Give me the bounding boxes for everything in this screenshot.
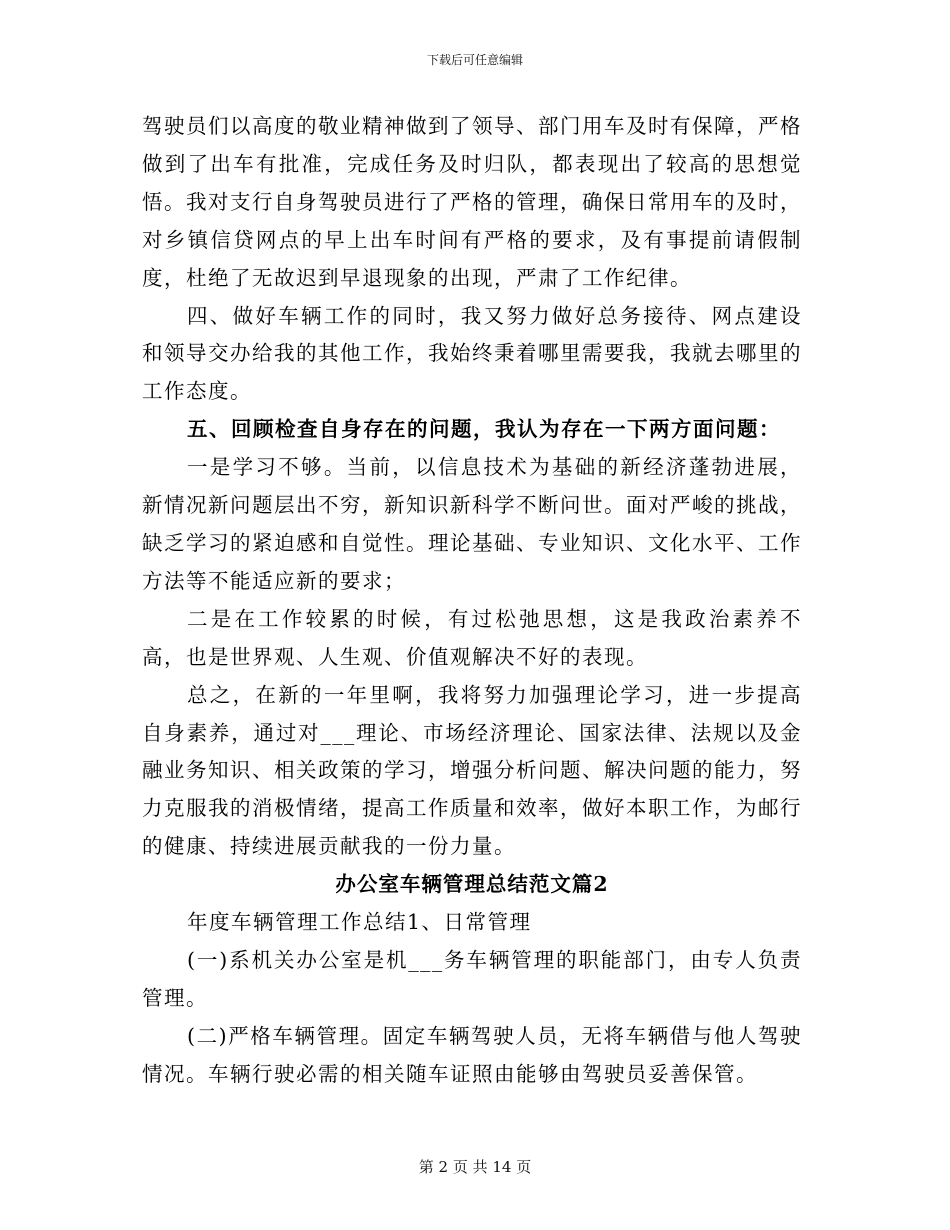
article-title: 办公室车辆管理总结范文篇2 — [335, 872, 609, 897]
document-body — [142, 108, 802, 1094]
paragraph-driver-management: 驾驶员们以高度的敬业精神做到了领导、部门用车及时有保障，严格做到了出车有批准，完成任务及时归队，都表现出了较高的思想觉悟。我对支行自身驾驶员进行了严格的管理，确保日常用车的及时，对乡镇信贷网点的早上出车时间有严格的要求，及有事提前请假制度，杜绝了无故迟到早退现象的出现，严肃了工作纪律。 — [142, 114, 802, 290]
paragraph-annual-summary: 年度车辆管理工作总结1、日常管理 — [187, 910, 532, 935]
paragraph-item-two: (二)严格车辆管理。固定车辆驾驶人员，无将车辆借与他人驾驶情况。车辆行驶必需的相关随车证照由能够由驾驶员妥善保管。 — [142, 1023, 802, 1086]
section-five-heading: 五、回顾检查自身存在的问题，我认为存在一下两方面问题： — [187, 417, 781, 442]
paragraph-problem-one: 一是学习不够。当前，以信息技术为基础的新经济蓬勃进展，新情况新问题层出不穷，新知识新科学不断问世。面对严峻的挑战，缺乏学习的紧迫感和自觉性。理论基础、专业知识、文化水平、工作方法等不能适应新的要求； — [142, 455, 802, 593]
paragraph-section-four: 四、做好车辆工作的同时，我又努力做好总务接待、网点建设和领导交办给我的其他工作，我始终秉着哪里需要我，我就去哪里的工作态度。 — [142, 303, 802, 404]
paragraph-conclusion: 总之，在新的一年里啊，我将努力加强理论学习，进一步提高自身素养，通过对___理论、市场经济理论、国家法律、法规以及金融业务知识、相关政策的学习，增强分析问题、解决问题的能力，努力克服我的消极情绪，提高工作质量和效率，做好本职工作，为邮行的健康、持续进展贡献我的一份力量。 — [142, 682, 802, 859]
paragraph-item-one: (一)系机关办公室是机___务车辆管理的职能部门，由专人负责管理。 — [142, 947, 802, 1010]
paragraph-problem-two: 二是在工作较累的时候，有过松弛思想，这是我政治素养不高，也是世界观、人生观、价值观解决不好的表现。 — [142, 606, 802, 669]
page-header: 下载后可任意编辑 — [426, 53, 523, 67]
page-number: 第 2 页 共 14 页 — [418, 1158, 532, 1176]
